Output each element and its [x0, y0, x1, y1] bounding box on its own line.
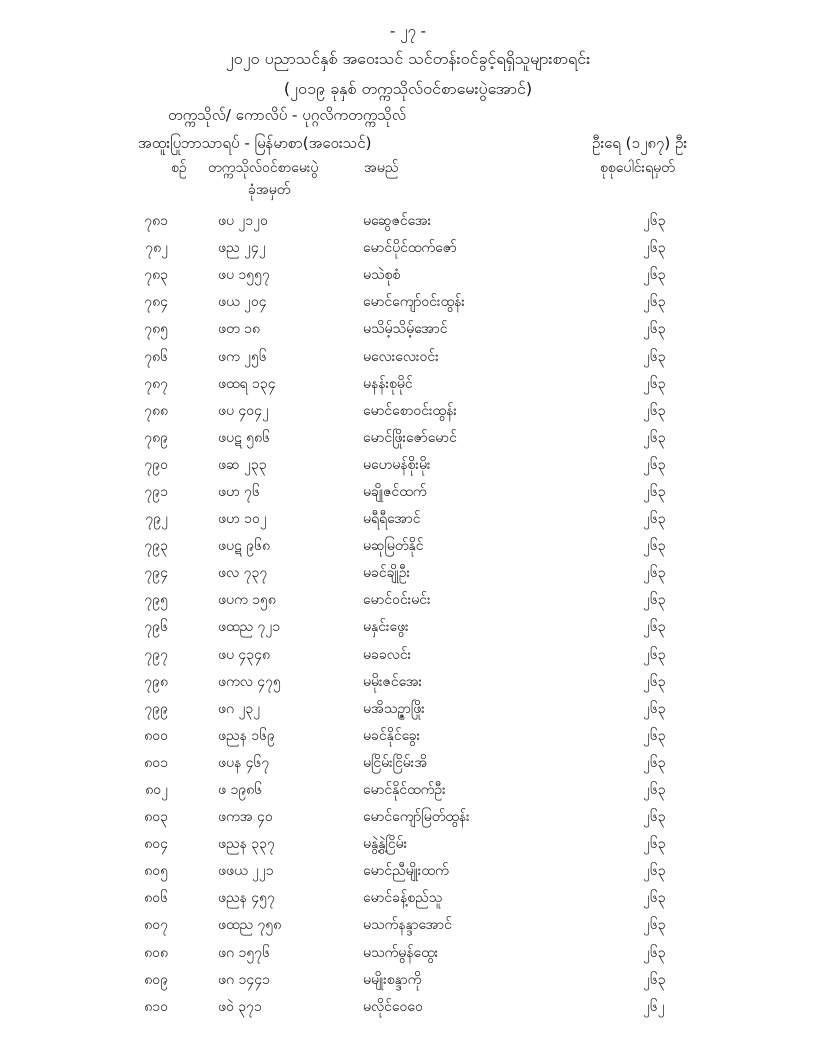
total-count: ဦးရေ (၁၂၈၇) ဦး: [592, 134, 688, 152]
total-marks: ၂၆၃: [643, 619, 666, 636]
spacer: [168, 560, 218, 587]
table-row: [0, 614, 703, 641]
table-row: [0, 506, 703, 533]
spacer: [168, 316, 218, 343]
row-number: ၈၀၇: [144, 917, 168, 934]
spacer: [168, 479, 218, 506]
roll-number: ဖညန ၃၃၇: [218, 836, 275, 853]
table-row: [0, 723, 703, 750]
row-number: ၇၉၄: [144, 565, 168, 582]
student-name: မသက်နန္ဒာအောင်: [363, 917, 452, 934]
student-name: မလေးလေးဝင်း: [363, 348, 439, 365]
roll-number: ဖဖယ ၂၂၁: [218, 863, 274, 880]
column-header-marks: စုစုပေါင်းရမှတ်: [600, 160, 675, 176]
total-marks: ၂၆၃: [643, 700, 666, 717]
spacer: [168, 425, 218, 452]
roll-number: ဖတ ၁၈: [218, 321, 260, 338]
student-name: မနွဲ့နွဲ့ငြိမ်း: [363, 836, 408, 853]
total-marks: ၂၆၃: [643, 456, 666, 473]
table-row: [0, 479, 703, 506]
total-marks: ၂၆၃: [643, 890, 666, 907]
row-number: ၇၈၉: [144, 429, 168, 446]
total-marks: ၂၆၃: [643, 429, 666, 446]
row-number: ၈၀၅: [144, 863, 168, 880]
table-row: [0, 967, 703, 994]
table-row: [0, 750, 703, 777]
roll-number: ဖက ၂၅၆: [218, 348, 267, 365]
student-name: မနန်းစုမိုင်: [363, 375, 413, 392]
row-number: ၈၀၂: [145, 782, 168, 799]
table-row: [0, 858, 703, 885]
row-number: ၈၁၀: [144, 998, 168, 1015]
row-number: ၇၈၂: [145, 240, 168, 257]
spacer: [168, 804, 218, 831]
total-marks: ၂၆၃: [643, 673, 666, 690]
student-name: မသက်မွန်ထွေး: [363, 944, 439, 961]
student-name: မောင်ညီမျိုးထက်: [363, 863, 449, 880]
student-name: မဆွေဇင်အေး: [363, 213, 432, 230]
roll-number: ဖပ ၄၀၄၂: [218, 402, 269, 419]
roll-number: ဖထည ၇၂၁: [218, 619, 281, 636]
university-line: တက္ကသိုလ်/ ကောလိပ် - ပုဂ္ဂလိကတက္ကသိုလ်: [168, 106, 406, 124]
roll-number: ဖဂ ၂၃၂: [218, 700, 261, 717]
table-row: [0, 560, 703, 587]
student-name: မောင်စောဝင်းထွန်း: [363, 402, 457, 419]
total-marks: ၂၆၃: [643, 565, 666, 582]
total-marks: ၂၆၃: [643, 348, 666, 365]
student-name: မရီရီအောင်: [363, 511, 421, 528]
row-number: ၈၀၈: [144, 944, 168, 961]
column-header-no: စဉ်: [171, 160, 187, 176]
row-number: ၇၈၆: [144, 348, 168, 365]
student-name: မသဲစုစံ: [363, 267, 401, 284]
table-row: [0, 289, 703, 316]
roll-number: ဖည ၂၄၂: [218, 240, 266, 257]
student-name: မောင်ပိုင်ထက်ဇော်: [363, 240, 457, 257]
student-name: မောင်ခန့်စည်သူ: [363, 890, 443, 907]
total-marks: ၂၆၃: [643, 240, 666, 257]
total-marks: ၂၆၃: [643, 944, 666, 961]
roll-number: ဖဝဲ ၃၇၁: [218, 998, 262, 1015]
roll-number: ဖထည ၇၅၈: [218, 917, 282, 934]
spacer: [168, 614, 218, 641]
table-row: [0, 398, 703, 425]
table-row: [0, 831, 703, 858]
spacer: [168, 289, 218, 316]
row-number: ၇၉၅: [144, 592, 168, 609]
column-header-roll-line2: ခုံအမှတ်: [248, 182, 291, 198]
spacer: [168, 371, 218, 398]
total-marks: ၂၆၃: [643, 917, 666, 934]
student-name: မလိုင်ဝေဝေ: [363, 998, 423, 1015]
table-row: [0, 885, 703, 912]
table-row: [0, 642, 703, 669]
spacer: [168, 831, 218, 858]
roll-number: ဖကလ ၄၇၅: [218, 673, 281, 690]
row-number: ၈၀၄: [144, 836, 168, 853]
roll-number: ဖထရ ၁၃၄: [218, 375, 276, 392]
roll-number: ဖပ ၂၁၂၀: [218, 213, 268, 230]
student-name: မချိုဇင်ထက်: [363, 483, 427, 500]
total-marks: ၂၆၃: [643, 809, 666, 826]
table-row: [0, 371, 703, 398]
student-name: မောင်ကျော်မြတ်ထွန်း: [363, 809, 470, 826]
total-marks: ၂၆၂: [643, 998, 665, 1015]
roll-number: ဖပက ၁၅၈: [218, 592, 276, 609]
row-number: ၈၀၀: [144, 727, 168, 744]
row-number: ၈၀၃: [144, 809, 168, 826]
student-name: မောင်ကျော်ဝင်းထွန်း: [363, 294, 465, 311]
total-marks: ၂၆၃: [643, 863, 666, 880]
spacer: [168, 723, 218, 750]
student-name: မောင်ဖြိုးဇော်မောင်: [363, 429, 457, 446]
row-number: ၇၉၂: [145, 511, 168, 528]
total-marks: ၂၆၃: [643, 538, 666, 555]
row-number: ၇၈၅: [144, 321, 168, 338]
roll-number: ဖဟ ၇၆: [218, 483, 260, 500]
total-marks: ၂၆၃: [643, 727, 666, 744]
spacer: [168, 940, 218, 967]
spacer: [168, 452, 218, 479]
spacer: [168, 506, 218, 533]
spacer: [168, 669, 218, 696]
student-name: မောင်နိုင်ထက်ဦး: [363, 782, 446, 799]
total-marks: ၂၆၃: [643, 294, 666, 311]
spacer: [168, 912, 218, 939]
roll-number: ဖဂ ၁၅၇၆: [218, 944, 270, 961]
roll-number: ဖကအ ၄၀: [218, 809, 273, 826]
document-title: ၂၀၂၀ ပညာသင်နှစ် အဝေးသင် သင်တန်းဝင်ခွင့်ရရှိသူများစာရင်း: [225, 49, 591, 68]
student-name: မခင်ချိုဦး: [363, 565, 411, 582]
table-row: [0, 777, 703, 804]
total-marks: ၂၆၃: [643, 836, 666, 853]
student-name: မဟေမန်စိုးမိုး: [363, 456, 431, 473]
spacer: [168, 777, 218, 804]
total-marks: ၂၆၃: [643, 267, 666, 284]
student-name: မဆုမြတ်နိုင်: [363, 538, 424, 555]
row-number: ၇၈၈: [144, 402, 168, 419]
roll-number: ဖပဋ ၉၆၈: [218, 538, 270, 555]
roll-number: ဖညန ၁၆၉: [218, 727, 275, 744]
table-row: [0, 452, 703, 479]
roll-number: ဖဆ ၂၃၃: [218, 456, 267, 473]
roll-number: ဖဂ ၁၄၄၁: [218, 971, 270, 988]
spacer: [168, 994, 218, 1021]
total-marks: ၂၆၃: [643, 213, 666, 230]
table-row: [0, 804, 703, 831]
spacer: [168, 235, 218, 262]
roll-number: ဖညန ၄၅၇: [218, 890, 275, 907]
roll-number: ဖဟ ၁၀၂: [218, 511, 267, 528]
roll-number: ဖပ ၁၅၅၇: [218, 267, 270, 284]
total-marks: ၂၆၃: [643, 321, 666, 338]
column-header-name: အမည်: [364, 160, 399, 176]
roll-number: ဖပန ၄၆၇: [218, 754, 270, 771]
row-number: ၇၉၆: [144, 619, 168, 636]
row-number: ၇၉၉: [144, 700, 168, 717]
table-row: [0, 235, 703, 262]
table-row: [0, 208, 703, 235]
student-name: မမိုးဇင်အေး: [363, 673, 423, 690]
table-row: [0, 587, 703, 614]
roll-number: ဖပဋ ၅၈၆: [218, 429, 270, 446]
table-row: [0, 343, 703, 370]
row-number: ၈၀၉: [144, 971, 168, 988]
results-table: [0, 208, 703, 1021]
row-number: ၇၉၀: [144, 456, 168, 473]
total-marks: ၂၆၃: [643, 483, 666, 500]
total-marks: ၂၆၃: [643, 971, 666, 988]
student-name: မောင်ဝင်းမင်း: [363, 592, 431, 609]
table-row: [0, 912, 703, 939]
table-row: [0, 316, 703, 343]
total-marks: ၂၆၃: [643, 782, 666, 799]
total-marks: ၂၆၃: [643, 646, 666, 663]
total-marks: ၂၆၃: [643, 402, 666, 419]
row-number: ၇၉၈: [144, 673, 168, 690]
row-number: ၇၈၄: [144, 294, 168, 311]
row-number: ၇၈၇: [144, 375, 168, 392]
spacer: [168, 642, 218, 669]
total-marks: ၂၆၃: [643, 375, 666, 392]
spacer: [168, 967, 218, 994]
row-number: ၈၀၆: [144, 890, 168, 907]
spacer: [168, 343, 218, 370]
roll-number: ဖပ ၄၃၄၈: [218, 646, 271, 663]
spacer: [168, 208, 218, 235]
spacer: [168, 533, 218, 560]
row-number: ၇၉၃: [144, 538, 168, 555]
table-row: [0, 994, 703, 1021]
row-number: ၇၈၁: [144, 213, 168, 230]
student-name: မမျိုးစန္ဒာကို: [363, 971, 422, 988]
page-number: - ၂၇ -: [389, 22, 427, 40]
total-marks: ၂၆၃: [643, 754, 666, 771]
student-name: မသိမ့်သိမ့်အောင်: [363, 321, 448, 338]
spacer: [168, 858, 218, 885]
roll-number: ဖ ၁၉၈၆: [218, 782, 263, 799]
table-row: [0, 533, 703, 560]
spacer: [168, 398, 218, 425]
spacer: [168, 696, 218, 723]
column-header-roll: တက္ကသိုလ်ဝင်စာမေးပွဲ: [208, 160, 319, 176]
spacer: [168, 262, 218, 289]
spacer: [168, 885, 218, 912]
total-marks: ၂၆၃: [643, 511, 666, 528]
spacer: [168, 750, 218, 777]
student-name: မငြိမ်းငြိမ်းအိ: [363, 754, 428, 771]
student-name: မအိသဉ္ဇာဖြိုး: [363, 700, 425, 717]
student-name: မခင်နိုင်ခွေး: [363, 727, 421, 744]
roll-number: ဖလ ၇၃၇: [218, 565, 268, 582]
department-line: အထူးပြုဘာသာရပ် - မြန်မာစာ(အဝေးသင်): [138, 134, 372, 152]
row-number: ၇၉၁: [144, 483, 168, 500]
row-number: ၇၉၇: [144, 646, 168, 663]
document-subtitle: (၂၀၁၉ ခုနှစ် တက္ကသိုလ်ဝင်စာမေးပွဲအောင်): [283, 79, 533, 98]
table-row: [0, 696, 703, 723]
spacer: [168, 587, 218, 614]
row-number: ၇၈၃: [144, 267, 168, 284]
student-name: မနှင်းဖွေး: [363, 619, 409, 636]
row-number: ၈၀၁: [144, 754, 168, 771]
table-row: [0, 425, 703, 452]
student-name: မခခလင်း: [363, 646, 412, 663]
table-row: [0, 940, 703, 967]
table-row: [0, 669, 703, 696]
total-marks: ၂၆၃: [643, 592, 666, 609]
roll-number: ဖယ ၂၀၄: [218, 294, 267, 311]
table-row: [0, 262, 703, 289]
